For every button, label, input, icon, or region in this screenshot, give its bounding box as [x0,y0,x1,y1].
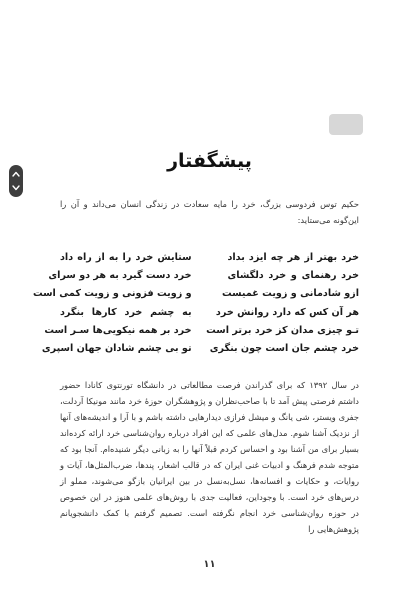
verse-first-hemistich: ازو شادمانی و زویت غمیست [222,288,359,300]
verse-second-hemistich: و زویت فزونی و زویت کمی است [32,288,192,300]
intro-paragraph: حکیم توس فردوسی بزرگ، خرد را مایه سعادت در زندگی انسان می‌داند و آن را این‌گونه می‌ستاید: [60,199,359,225]
verse-second-hemistich: به چشم خرد کارها بنگرد [60,306,192,318]
body-paragraph: در سال ۱۳۹۲ که برای گذراندن فرصت مطالعاتی در دانشگاه تورنتوی کانادا حضور داشتم فرصتی پیش آمد تا با صاحب‌نظران و پژوهشگران حوزهٔ خرد مانند مونیکا آردلت، جفری ویستر، شی یانگ و میشل فرازی دیدارهایی داشته باشم و با آرا و اندیشه‌های آنها از نزدیک آشنا شوم. مدل‌های علمی که این افراد درباره روان‌شناسی خرد ارائه کرده‌اند بسیار برای من آشنا بود و احساس کردم قبلاً آنها را به زبانی دیگر شنیده‌ام. آنجا بود که متوجه شدم فرهنگ و ادبیات غنی ایران که در قالب اشعار، پندها، ضرب‌المثل‌ها، آیات و روایات، و حکایات و افسانه‌ها، نسل‌به‌نسل در بین ایرانیان بازگو می‌شوند، مملو از درس‌های خرد است. با وجوداین، فعالیت جدی با روش‌های علمی هنوز در این خصوص در حوزه روان‌شناسی خرد انجام نگرفته است. تصمیم گرفتم با کمک دانشجویانم پژوهش‌هایی را [60,380,359,534]
verse-first-hemistich: خرد رهنمای و خرد دلگشای [227,269,359,281]
verse-first-hemistich: تـو چیزی مدان کز خرد برتر است [206,324,359,336]
verse-first-hemistich: هر آن کس که دارد روانش خرد [215,306,359,318]
page-navigation-control[interactable] [9,165,23,197]
verse-second-hemistich: خرد بر همه نیکویی‌ها سـر است [44,324,192,336]
verse-second-hemistich: تو بی چشم شادان جهان اسپری [41,343,192,355]
verse-row [32,285,359,303]
chapter-tab-marker [329,114,363,135]
verse-second-hemistich: ستایش خرد را به از راه داد [60,251,192,263]
verse-row [60,248,359,266]
verse-row [41,339,359,357]
verse-row [60,303,359,321]
poem-verses [32,248,359,358]
page-number: ۱۱ [203,559,216,570]
verse-first-hemistich: خرد چشم جان است چون بنگری [209,343,359,355]
verse-row [44,321,359,339]
verse-first-hemistich: خرد بهتر از هر چه ایزد بداد [227,251,359,263]
chevron-up-icon[interactable] [12,171,20,177]
page-title: پیشگفتار [167,150,252,172]
verse-row [48,266,359,284]
verse-second-hemistich: خرد دست گیرد به هر دو سرای [48,269,192,281]
chevron-down-icon[interactable] [12,185,20,191]
